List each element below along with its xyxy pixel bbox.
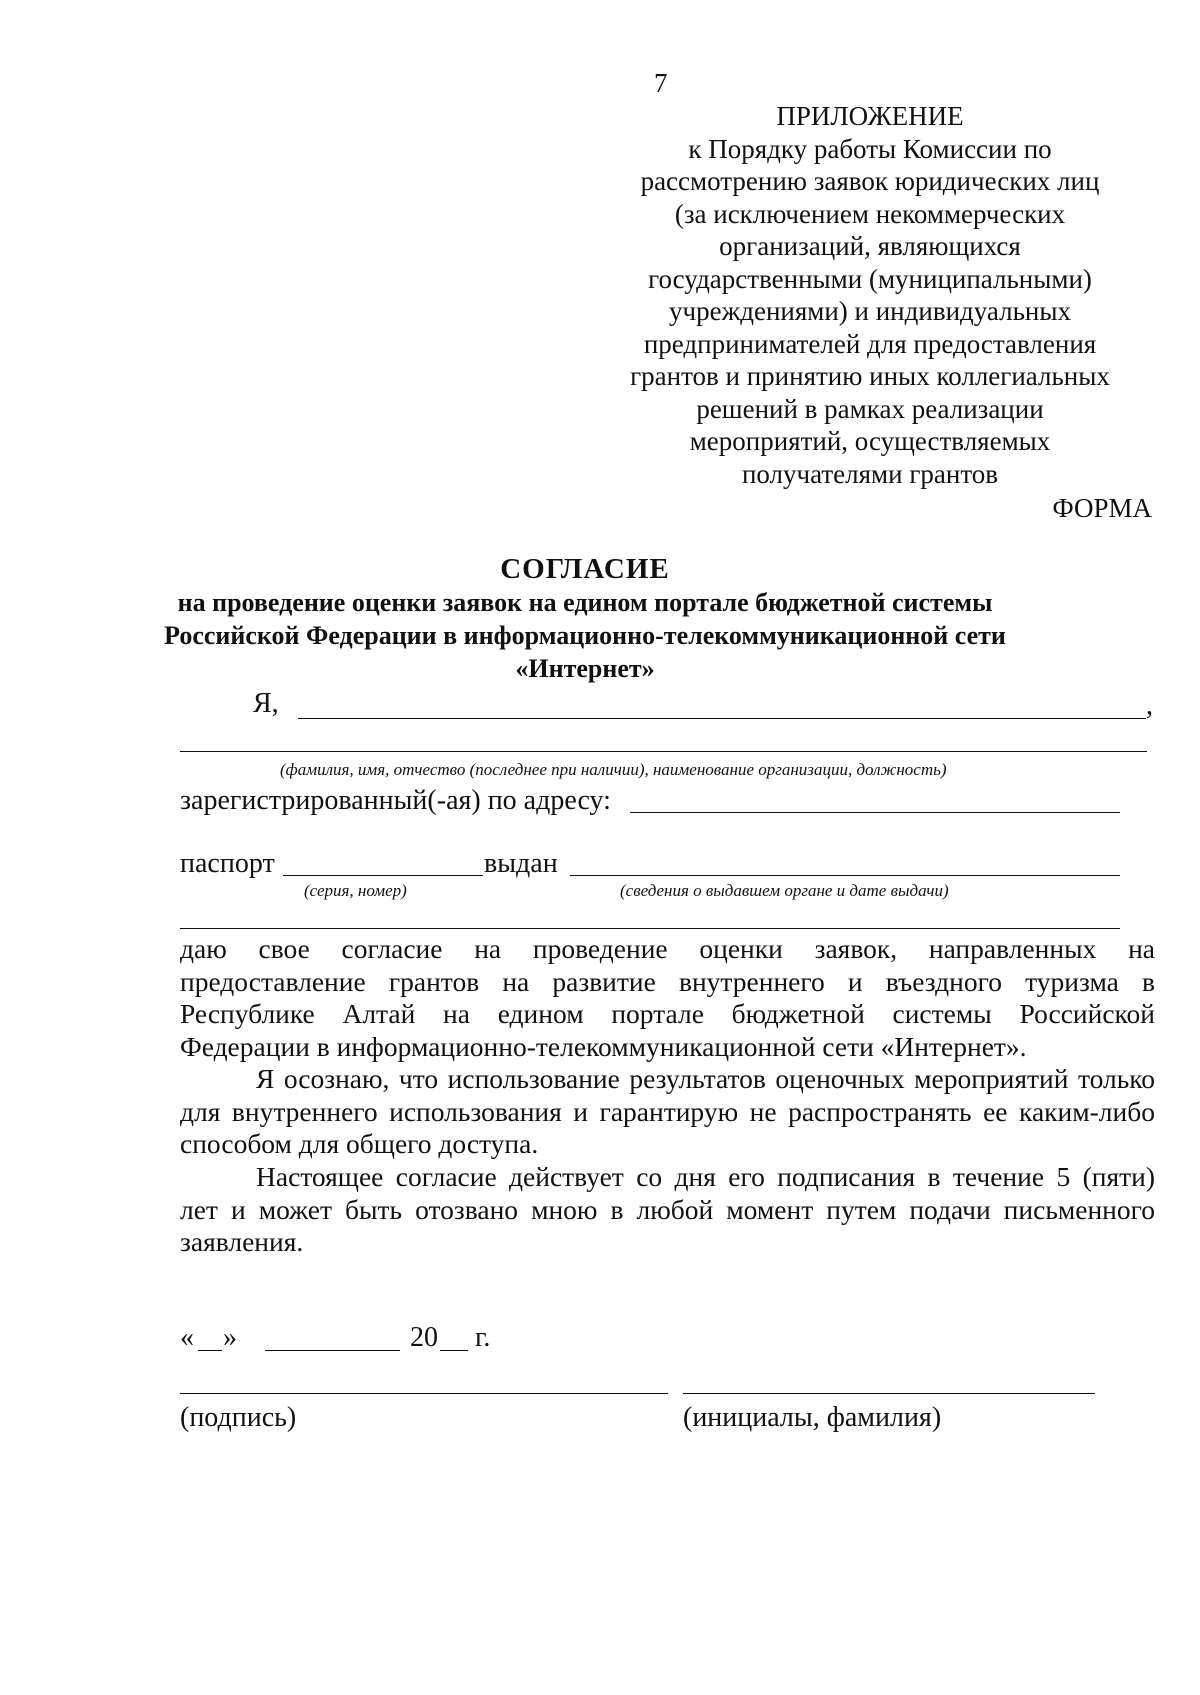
document-title (150, 553, 1020, 685)
consent-paragraph (180, 933, 1155, 1063)
date-open-quote: « (180, 1322, 194, 1353)
paragraph-line: Я осознаю, что использование результатов оценочных мероприятий только (256, 1063, 1155, 1094)
issued-label: выдан (484, 848, 558, 879)
paragraph-line: Федерации в информационно-телекоммуникационной сети «Интернет». (180, 1030, 1027, 1062)
address-field-line[interactable] (630, 812, 1120, 813)
paragraph-line: даю свое согласие на проведение оценки заявок, направленных на (180, 933, 1155, 964)
name-field-line[interactable] (298, 718, 1146, 719)
year-suffix: г. (475, 1322, 491, 1353)
appendix-line: учреждениями) и индивидуальных (669, 296, 1071, 326)
appendix-line: (за исключением некоммерческих (674, 198, 1066, 229)
issuer-caption: (сведения о выдавшем органе и дате выдачи) (620, 881, 949, 900)
comma: , (1146, 690, 1153, 721)
name-field-line-2[interactable] (180, 751, 1147, 752)
appendix-line: предпринимателей для предоставления (643, 328, 1097, 359)
paragraph-line: Настоящее согласие действует со дня его подписания в течение 5 (пяти) (256, 1161, 1155, 1192)
title-main: СОГЛАСИЕ (500, 553, 670, 585)
appendix-line: рассмотрению заявок юридических лиц (640, 166, 1100, 196)
title-line: «Интернет» (515, 654, 655, 683)
paragraph-line: заявления. (180, 1226, 304, 1257)
page-number: 7 (654, 68, 668, 98)
appendix-line: к Порядку работы Комиссии по (688, 133, 1052, 164)
signature-caption: (подпись) (180, 1402, 297, 1433)
i-label: Я, (253, 688, 279, 719)
appendix-line: мероприятий, осуществляемых (689, 426, 1051, 456)
year-prefix: 20 (410, 1322, 438, 1353)
paragraph-line: Республике Алтай на едином портале бюджетной системы Российской (180, 998, 1155, 1029)
date-close-quote: » (223, 1322, 237, 1353)
paragraph-line: предоставление грантов на развитие внутреннего и въездного туризма в (180, 965, 1155, 997)
issuer-field-line-2[interactable] (180, 928, 1120, 929)
appendix-line: получателями грантов (741, 458, 999, 489)
title-line: Российской Федерации в информационно-телекоммуникационной сети (164, 621, 1006, 650)
passport-number-line[interactable] (283, 875, 483, 876)
paragraph-line: способом для общего доступа. (180, 1128, 539, 1159)
awareness-paragraph (180, 1063, 1155, 1161)
appendix-line: решений в рамках реализации (696, 393, 1044, 424)
issuer-field-line[interactable] (570, 875, 1120, 876)
form-label: ФОРМА (1052, 493, 1152, 523)
signature-field-line[interactable] (180, 1393, 668, 1394)
appendix-line: государственными (муниципальными) (648, 263, 1092, 294)
passport-label: паспорт (180, 848, 275, 879)
day-field-line[interactable] (198, 1350, 222, 1351)
month-field-line[interactable] (265, 1350, 400, 1351)
appendix-heading: ПРИЛОЖЕНИЕ (776, 101, 964, 131)
initials-field-line[interactable] (683, 1393, 1095, 1394)
initials-caption: (инициалы, фамилия) (683, 1402, 942, 1433)
paragraph-line: лет и может быть отозвано мною в любой момент путем подачи письменного (180, 1193, 1155, 1225)
appendix-header (615, 100, 1125, 490)
year-field-line[interactable] (440, 1350, 468, 1351)
appendix-line: грантов и принятию иных коллегиальных (630, 361, 1110, 391)
validity-paragraph (180, 1161, 1155, 1259)
appendix-line: организаций, являющихся (719, 231, 1021, 261)
name-caption: (фамилия, имя, отчество (последнее при наличии), наименование организации, должность) (280, 760, 947, 779)
series-caption: (серия, номер) (304, 881, 407, 900)
address-label: зарегистрированный(-ая) по адресу: (180, 785, 611, 816)
title-line: на проведение оценки заявок на едином портале бюджетной системы (177, 588, 993, 617)
paragraph-line: для внутреннего использования и гарантирую не распространять ее каким-либо (180, 1095, 1155, 1127)
